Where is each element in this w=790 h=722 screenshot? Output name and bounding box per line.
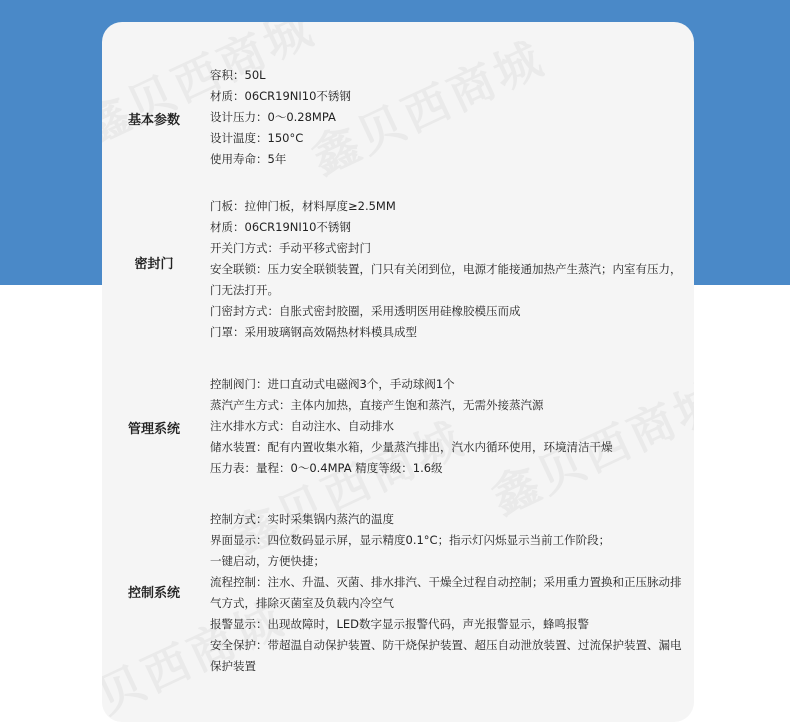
spec-line: 报警显示：出现故障时，LED数字显示报警代码，声光报警显示，蜂鸣报警 [210, 617, 590, 631]
spec-line: 材质：06CR19NI10不锈钢 [210, 220, 351, 234]
section-lines [210, 374, 684, 479]
spec-line: 控制阀门：进口直动式电磁阀3个，手动球阀1个 [210, 377, 455, 391]
section-label: 控制系统 [127, 586, 180, 601]
spec-line: 容积：50L [210, 68, 266, 82]
spec-line: 设计压力：0～0.28MPA [210, 110, 336, 124]
spec-line: 安全保护：带超温自动保护装置、防干烧保护装置、超压自动泄放装置、过流保护装置、漏电保护装置 [210, 638, 682, 673]
spec-line: 门密封方式：自胀式密封胶圈，采用透明医用硅橡胶模压而成 [210, 304, 521, 318]
spec-line: 使用寿命：5年 [210, 152, 287, 166]
spec-line: 界面显示：四位数码显示屏，显示精度0.1°C；指示灯闪烁显示当前工作阶段； [210, 533, 611, 547]
spec-line: 流程控制：注水、升温、灭菌、排水排汽、干燥全过程自动控制；采用重力置换和正压脉动排气方式，排除灭菌室及负载内冷空气 [210, 575, 682, 610]
spec-line: 一键启动，方便快捷； [210, 554, 325, 568]
spec-line: 门板：拉伸门板，材料厚度≥2.5MM [210, 199, 396, 213]
section-label: 基本参数 [127, 113, 180, 128]
spec-line: 开关门方式：手动平移式密封门 [210, 241, 371, 255]
spec-line: 材质：06CR19NI10不锈钢 [210, 89, 351, 103]
spec-line: 安全联锁：压力安全联锁装置，门只有关闭到位，电源才能接通加热产生蒸汽；内室有压力，门无法打开。 [210, 262, 682, 297]
spec-line: 储水装置：配有内置收集水箱，少量蒸汽排出，汽水内循环使用，环境清洁干燥 [210, 440, 613, 454]
section-lines [210, 65, 684, 170]
section-label: 密封门 [134, 257, 174, 272]
spec-line: 蒸汽产生方式：主体内加热，直接产生饱和蒸汽，无需外接蒸汽源 [210, 398, 544, 412]
section-label: 管理系统 [127, 422, 180, 437]
spec-line: 门罩：采用玻璃钢高效隔热材料模具成型 [210, 325, 417, 339]
spec-line: 控制方式：实时采集锅内蒸汽的温度 [210, 512, 394, 526]
section-lines [210, 196, 684, 343]
spec-card [102, 22, 694, 722]
spec-line: 注水排水方式：自动注水、自动排水 [210, 419, 394, 433]
spec-line: 压力表：量程：0～0.4MPA 精度等级：1.6级 [210, 461, 443, 475]
section-lines [210, 509, 684, 677]
spec-line: 设计温度：150°C [210, 131, 304, 145]
